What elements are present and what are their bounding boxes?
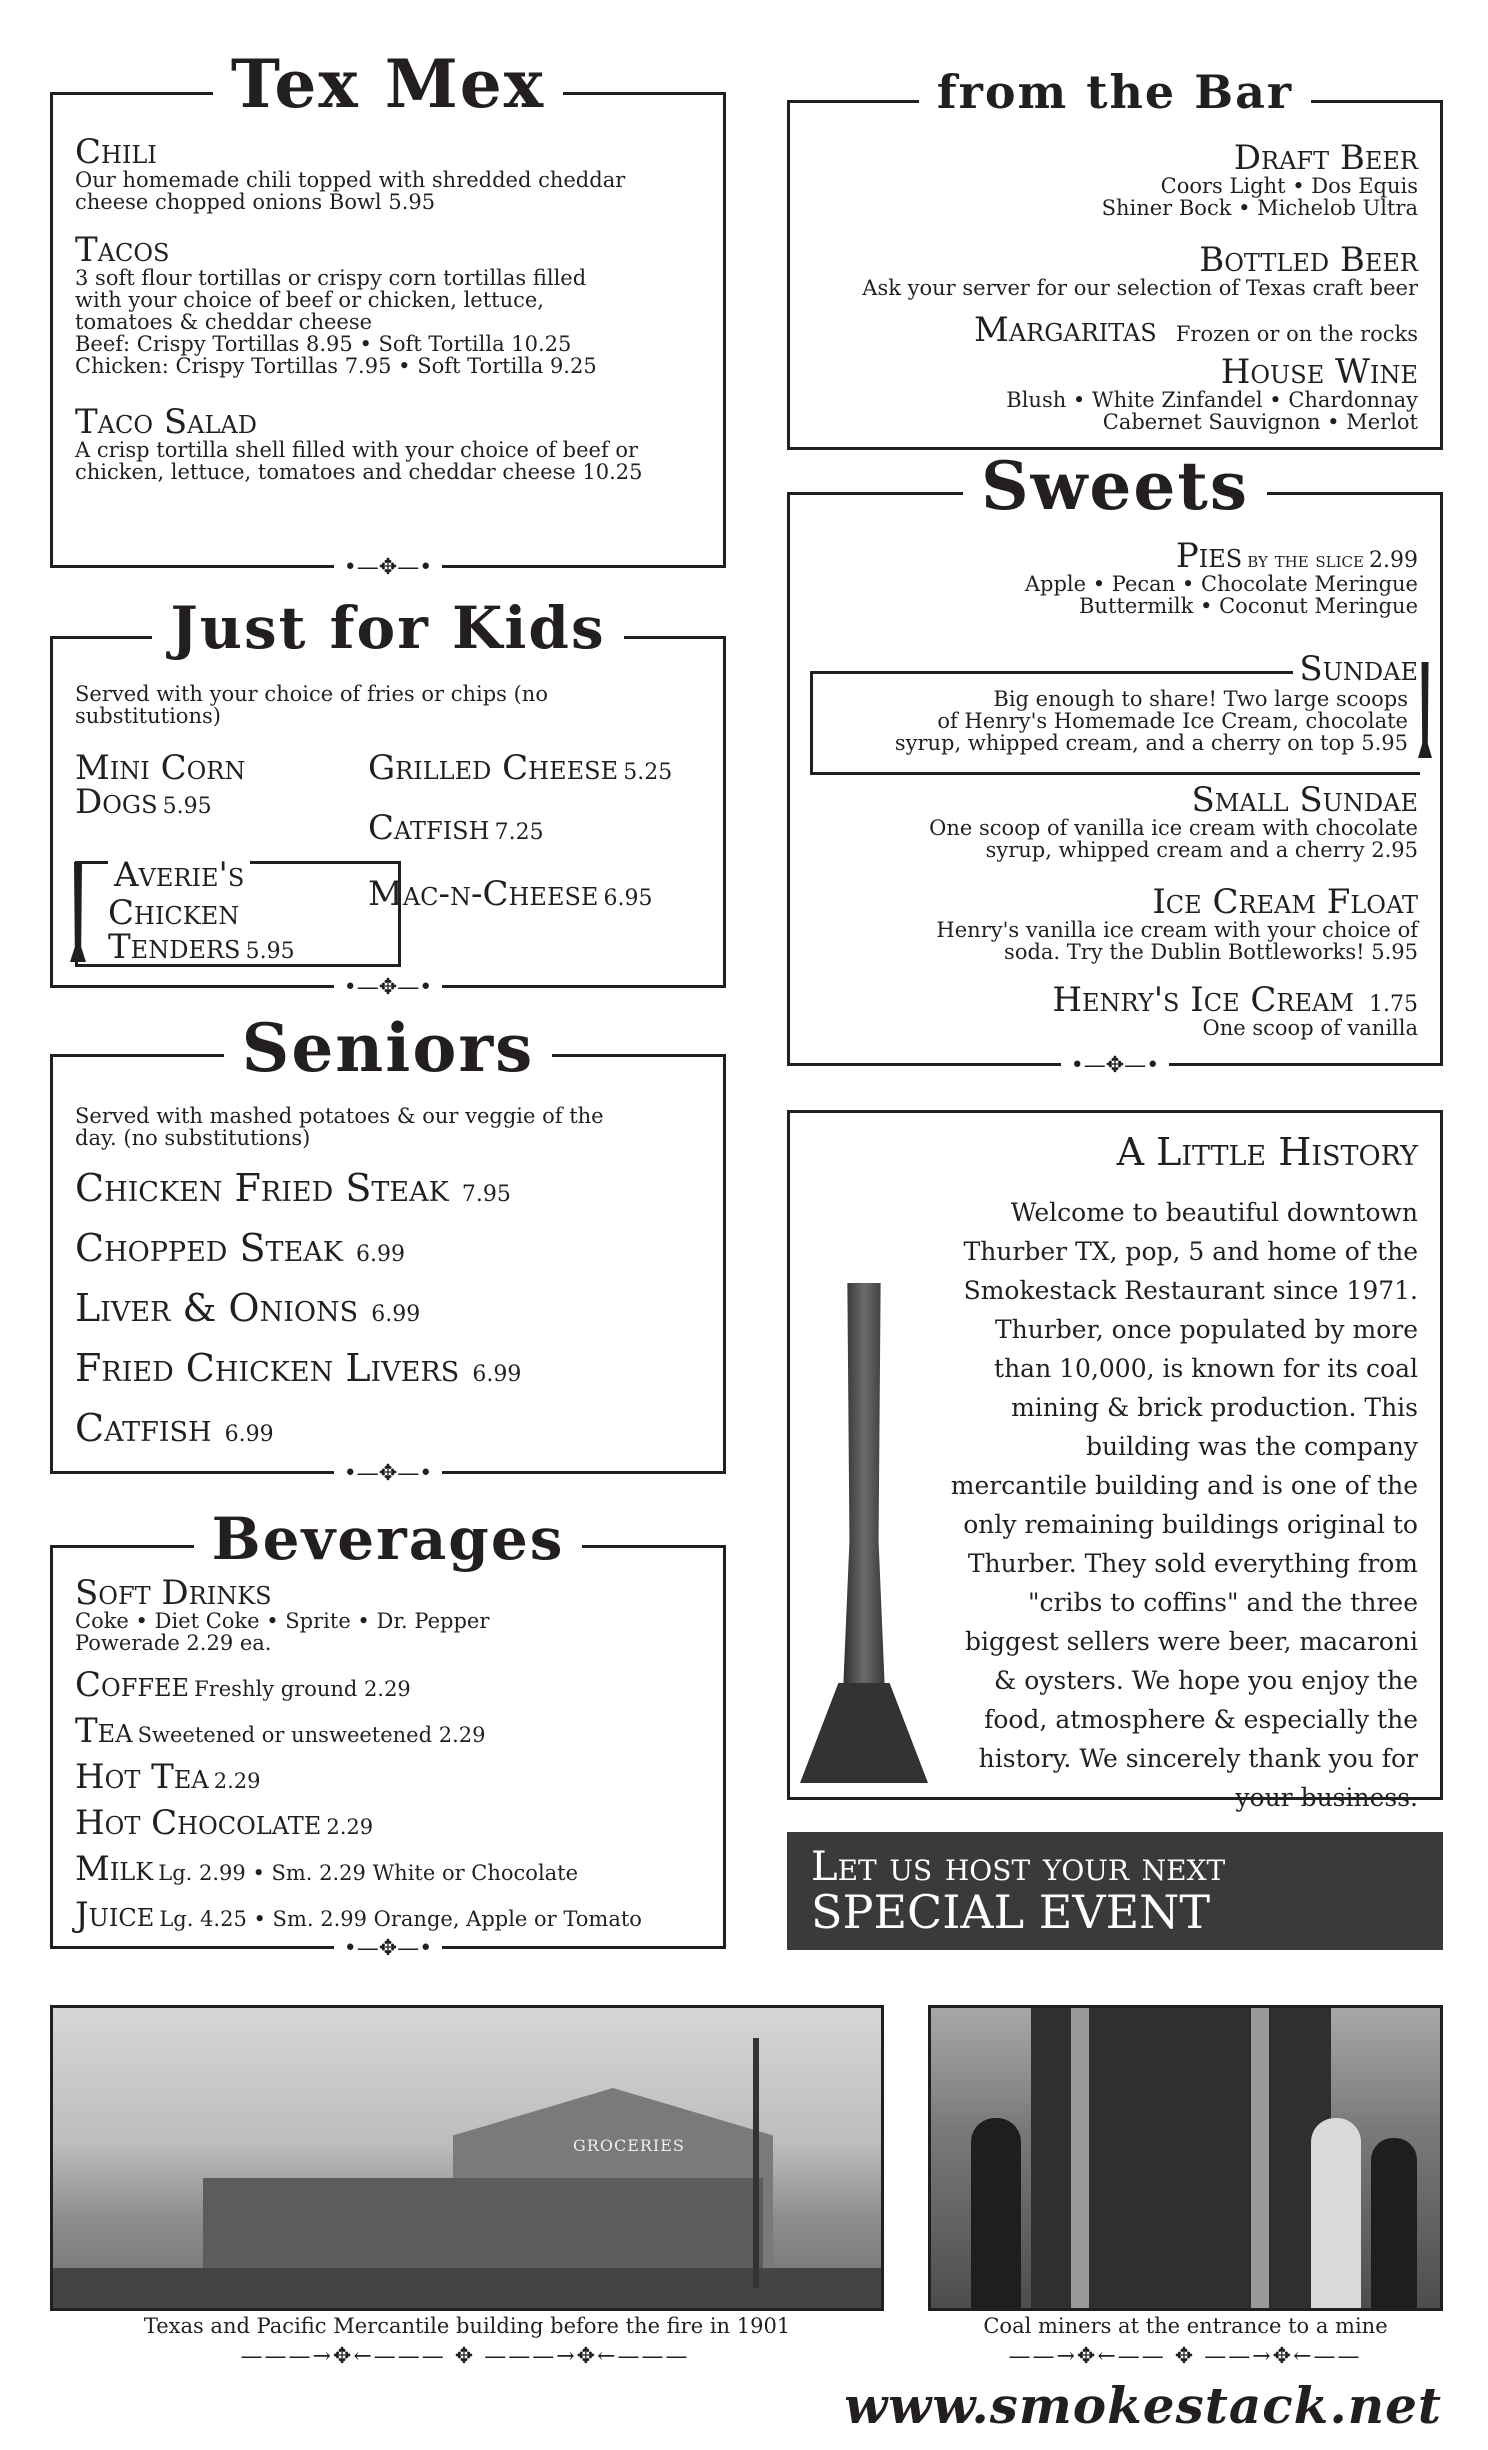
milk-name: Milk — [75, 1849, 154, 1889]
soft-drinks-name: Soft Drinks — [75, 1573, 272, 1613]
seniors-item — [75, 1346, 522, 1409]
kids-title: Just for Kids — [152, 599, 623, 657]
seniors-section — [50, 1009, 726, 1486]
small-sundae-line2: syrup, whipped cream and a cherry 2.95 — [985, 838, 1418, 863]
house-wine-item — [812, 352, 1418, 435]
pies-line2: Buttermilk • Coconut Meringue — [1079, 594, 1418, 619]
pies-item — [812, 536, 1418, 619]
ornament-icon: •—✥—• — [334, 557, 442, 579]
coal-miners-photo — [928, 2005, 1443, 2311]
beverages-title: Beverages — [194, 1510, 583, 1568]
averie-name2: Chicken — [108, 893, 240, 933]
pies-name: Pies — [1175, 536, 1243, 576]
grilled-cheese-item — [368, 748, 673, 788]
history-title: A Little History — [1116, 1130, 1418, 1174]
special-event-banner — [787, 1832, 1443, 1950]
draft-beer-line1: Coors Light • Dos Equis — [1160, 174, 1418, 198]
mac-cheese-price: 6.95 — [603, 886, 653, 911]
pies-sub: by the slice — [1247, 548, 1364, 572]
sundae-item — [810, 649, 1420, 775]
sweets-title: Sweets — [963, 453, 1267, 519]
sundae-line1: Big enough to share! Two large scoops — [993, 687, 1408, 711]
smokestack-photo — [800, 1283, 928, 1783]
event-line2: SPECIAL EVENT — [811, 1885, 1211, 1939]
juice-desc: Lg. 4.25 • Sm. 2.99 Orange, Apple or Tomato — [159, 1907, 642, 1931]
kids-catfish-item — [368, 808, 544, 848]
hot-chocolate-desc: 2.29 — [326, 1815, 374, 1839]
seniors-item-name: Chicken Fried Steak — [75, 1166, 449, 1210]
margaritas-item — [812, 310, 1418, 350]
margaritas-desc: Frozen or on the rocks — [1175, 322, 1418, 346]
tex-mex-title: Tex Mex — [213, 51, 563, 117]
averie-name3: Tenders — [108, 927, 241, 967]
seniors-item-price: 7.95 — [461, 1182, 511, 1207]
henry-desc: One scoop of vanilla — [1202, 1016, 1418, 1040]
sundae-line2: of Henry's Homemade Ice Cream, chocolate — [937, 709, 1408, 734]
seniors-item-name: Fried Chicken Livers — [75, 1346, 460, 1390]
tacos-item — [75, 230, 701, 379]
coffee-item — [75, 1665, 701, 1705]
tacos-name: Tacos — [75, 230, 170, 270]
hot-tea-item — [75, 1757, 701, 1797]
coal-miners-caption: Coal miners at the entrance to a mine — [983, 2314, 1388, 2338]
sundae-name: Sundae — [1299, 649, 1418, 689]
small-sundae-line1: One scoop of vanilla ice cream with chocolate — [929, 816, 1418, 840]
juice-item — [75, 1895, 701, 1935]
coffee-desc: Freshly ground 2.29 — [194, 1677, 411, 1701]
chili-desc: Our homemade chili topped with shredded cheddar cheese chopped onions Bowl 5.95 — [75, 168, 626, 215]
taco-salad-desc: A crisp tortilla shell filled with your choice of beef or chicken, lettuce, tomatoes and cheddar cheese 10.25 — [75, 438, 643, 485]
hot-chocolate-item — [75, 1803, 701, 1843]
draft-beer-name: Draft Beer — [1233, 138, 1418, 178]
float-line1: Henry's vanilla ice cream with your choice of — [936, 918, 1418, 942]
draft-beer-item — [812, 138, 1418, 221]
tacos-beef: Beef: Crispy Tortillas 8.95 • Soft Tortilla 10.25 — [75, 332, 572, 357]
seniors-item-price: 6.99 — [356, 1242, 406, 1267]
small-sundae-name: Small Sundae — [1191, 780, 1418, 820]
pies-line1: Apple • Pecan • Chocolate Meringue — [1024, 572, 1418, 596]
henry-price: 1.75 — [1369, 992, 1418, 1017]
hot-tea-name: Hot Tea — [75, 1757, 209, 1797]
bar-title: from the Bar — [919, 69, 1311, 115]
tacos-desc: 3 soft flour tortillas or crispy corn tortillas filled with your choice of beef or chicken, lettuce, tomatoes & cheddar cheese — [75, 266, 587, 335]
henry-name: Henry's Ice Cream — [1052, 980, 1354, 1020]
soft-drinks-line1: Coke • Diet Coke • Sprite • Dr. Pepper — [75, 1609, 490, 1633]
seniors-title: Seniors — [224, 1015, 553, 1081]
draft-beer-line2: Shiner Bock • Michelob Ultra — [1101, 196, 1418, 221]
seniors-item — [75, 1406, 521, 1469]
house-wine-line1: Blush • White Zinfandel • Chardonnay — [1006, 388, 1418, 412]
divider-icon: ——→✥←—— ✥ ——→✥←—— — [1008, 2344, 1362, 2369]
ornament-icon: •—✥—• — [334, 1463, 442, 1485]
ornament-icon: •—✥—• — [1061, 1055, 1169, 1077]
tex-mex-section — [50, 45, 726, 580]
sundae-line3: syrup, whipped cream, and a cherry on top 5.95 — [894, 731, 1408, 756]
pies-price: 2.99 — [1369, 548, 1418, 573]
seniors-item-price: 6.99 — [371, 1302, 421, 1327]
kids-catfish-price: 7.25 — [494, 820, 544, 845]
seniors-item — [75, 1166, 521, 1229]
soft-drinks-item — [75, 1573, 701, 1656]
mercantile-caption: Texas and Pacific Mercantile building before the fire in 1901 — [143, 2314, 791, 2338]
seniors-item — [75, 1226, 521, 1289]
margaritas-name: Margaritas — [974, 310, 1157, 350]
ornament-icon: •—✥—• — [334, 977, 442, 999]
corn-dogs-item — [75, 748, 246, 822]
taco-salad-name: Taco Salad — [75, 402, 257, 442]
chili-item — [75, 132, 701, 215]
grilled-cheese-name: Grilled Cheese — [368, 748, 619, 788]
seniors-item-name: Chopped Steak — [75, 1226, 343, 1270]
kids-catfish-name: Catfish — [368, 808, 490, 848]
averie-tenders-item — [75, 855, 401, 967]
seniors-item-price: 6.99 — [472, 1362, 522, 1387]
seniors-item-price: 6.99 — [224, 1422, 274, 1447]
seniors-list — [75, 1166, 522, 1469]
hot-chocolate-name: Hot Chocolate — [75, 1803, 322, 1843]
house-wine-name: House Wine — [1220, 352, 1418, 392]
grilled-cheese-price: 5.25 — [623, 760, 673, 785]
divider-icon: ———→✥←——— ✥ ———→✥←——— — [240, 2344, 690, 2369]
mac-cheese-name: Mac-n-Cheese — [368, 874, 599, 914]
tea-desc: Sweetened or unsweetened 2.29 — [137, 1723, 486, 1747]
smokestack-icon — [70, 862, 86, 962]
chili-name: Chili — [75, 132, 157, 172]
seniors-item-name: Catfish — [75, 1406, 212, 1450]
seniors-intro: Served with mashed potatoes & our veggie of the day. (no substitutions) — [75, 1104, 604, 1151]
ornament-icon: •—✥—• — [334, 1938, 442, 1960]
soft-drinks-line2: Powerade 2.29 ea. — [75, 1631, 272, 1656]
tea-name: Tea — [75, 1711, 133, 1751]
henry-ice-cream-item — [812, 980, 1418, 1040]
averie-name1: Averie's — [114, 855, 245, 895]
seniors-item — [75, 1286, 521, 1349]
house-wine-line2: Cabernet Sauvignon • Merlot — [1102, 410, 1418, 435]
kids-section — [50, 594, 726, 1000]
float-item — [812, 882, 1418, 965]
coffee-name: Coffee — [75, 1665, 190, 1705]
mercantile-photo — [50, 2005, 884, 2311]
corn-dogs-name2: Dogs — [75, 782, 158, 822]
beverages-section — [50, 1505, 726, 1961]
history-section — [787, 1110, 1443, 1812]
mac-cheese-item — [368, 874, 653, 914]
taco-salad-item — [75, 402, 701, 485]
groceries-sign: GROCERIES — [573, 2136, 685, 2155]
bottled-beer-item — [812, 240, 1418, 300]
bottled-beer-desc: Ask your server for our selection of Texas craft beer — [862, 276, 1418, 300]
event-line1: Let us host your next — [811, 1844, 1226, 1890]
seniors-item-name: Liver & Onions — [75, 1286, 359, 1330]
hot-tea-desc: 2.29 — [213, 1769, 261, 1793]
juice-name: Juice — [75, 1895, 155, 1935]
milk-desc: Lg. 2.99 • Sm. 2.29 White or Chocolate — [158, 1861, 579, 1885]
tea-item — [75, 1711, 701, 1751]
float-line2: soda. Try the Dublin Bottleworks! 5.95 — [1004, 940, 1418, 965]
corn-dogs-name1: Mini Corn — [75, 748, 246, 788]
history-text: Welcome to beautiful downtown Thurber TX, pop, 5 and home of the Smokestack Restaurant since 1971. Thurber, once populated by more than 10,000, is known for its coal mining & brick production. This building was the company mercantile building and is one of the only remaining buildings original to Thurber. They sold everything from "cribs to coffins" and the three biggest sellers were beer, macaroni & oysters. We hope you enjoy the food, atmosphere & especially the history. We sincerely thank you for your business. — [950, 1198, 1418, 1812]
averie-price: 5.95 — [245, 939, 295, 964]
bar-section — [787, 65, 1443, 450]
float-name: Ice Cream Float — [1152, 882, 1418, 922]
tacos-chicken: Chicken: Crispy Tortillas 7.95 • Soft Tortilla 9.25 — [75, 354, 597, 379]
small-sundae-item — [812, 780, 1418, 863]
corn-dogs-price: 5.95 — [162, 794, 212, 819]
milk-item — [75, 1849, 701, 1889]
website-link[interactable]: www.smokestack.net — [844, 2376, 1442, 2435]
kids-intro: Served with your choice of fries or chips (no substitutions) — [75, 682, 548, 729]
sweets-section — [787, 447, 1443, 1078]
bottled-beer-name: Bottled Beer — [1199, 240, 1418, 280]
